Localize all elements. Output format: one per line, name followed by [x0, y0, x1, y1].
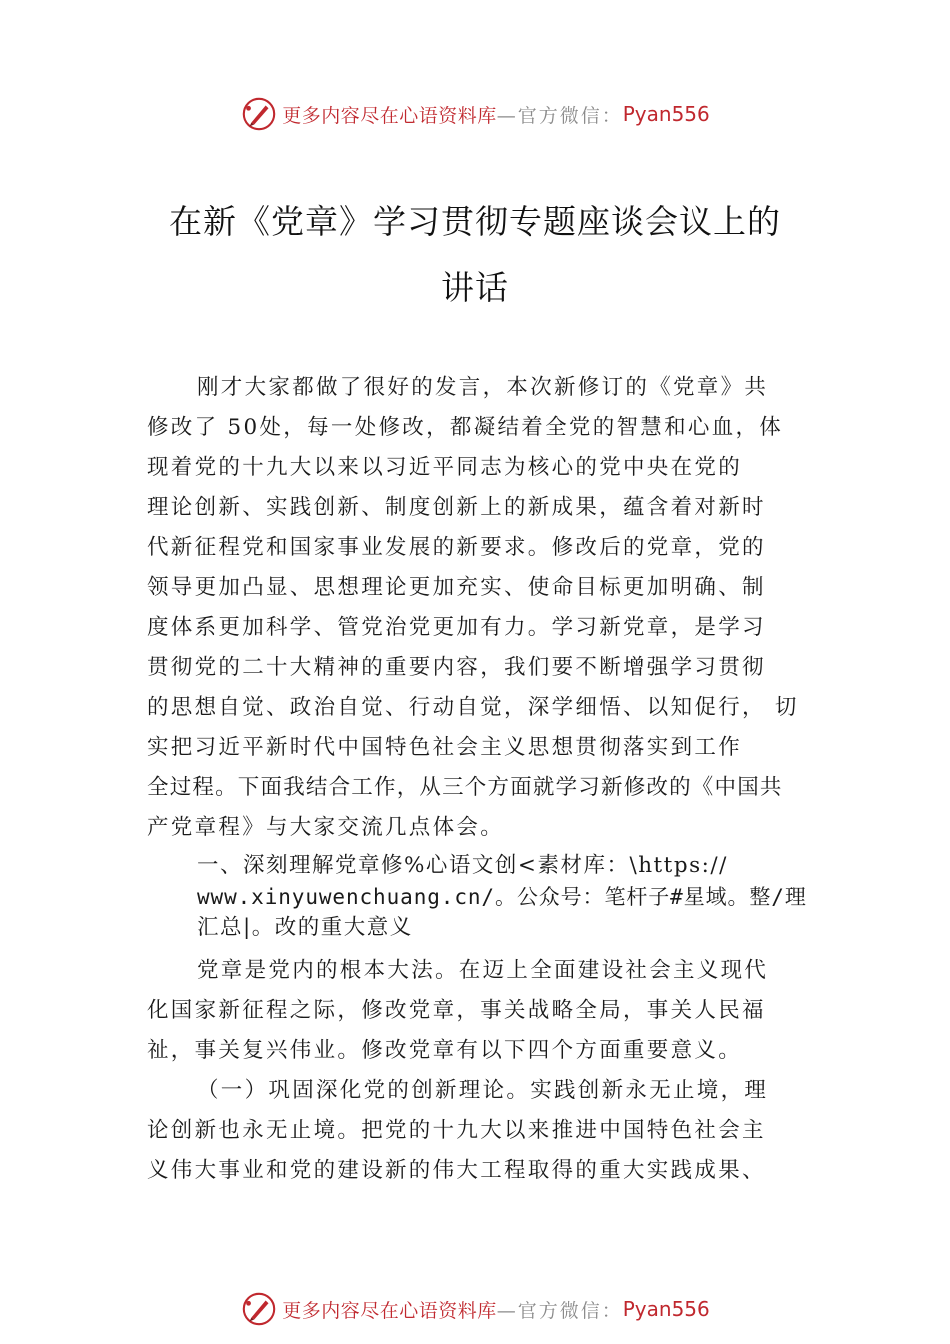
- body-line: 刚才大家都做了很好的发言，本次新修订的《党章》共: [197, 375, 769, 400]
- body-line: 实把习近平新时代中国特色社会主义思想贯彻落实到工作: [147, 735, 743, 760]
- section-heading-line: 汇总|。改的重大意义: [197, 915, 413, 940]
- pen-logo-icon: [240, 95, 278, 133]
- footer-banner: [0, 1289, 950, 1329]
- document-title-line-1: 在新《党章》学习贯彻专题座谈会议上的: [169, 202, 781, 241]
- header-banner: [0, 94, 950, 134]
- body-line: 代新征程党和国家事业发展的新要求。修改后的党章，党的: [147, 535, 766, 560]
- banner-main-text: 更多内容尽在心语资料库: [282, 1299, 497, 1322]
- document-title-line-2: 讲话: [441, 268, 509, 307]
- body-line: 全过程。下面我结合工作，从三个方面就学习新修改的《中国共: [147, 775, 783, 800]
- body-line: 产党章程》与大家交流几点体会。: [147, 815, 505, 840]
- banner-sub-text: —官方微信：: [496, 1299, 623, 1322]
- banner-wechat-id: Pyan556: [622, 102, 710, 126]
- body-line: 的思想自觉、政治自觉、行动自觉，深学细悟、以知促行， 切: [147, 695, 799, 720]
- pen-logo-icon: [240, 1290, 278, 1328]
- body-line: （一）巩固深化党的创新理论。实践创新永无止境，理: [197, 1078, 769, 1103]
- body-line: 现着党的十九大以来以习近平同志为核心的党中央在党的: [147, 455, 743, 480]
- body-line: 祉，事关复兴伟业。修改党章有以下四个方面重要意义。: [147, 1038, 743, 1063]
- body-line: 度体系更加科学、管党治党更加有力。学习新党章，是学习: [147, 615, 766, 640]
- body-line: 理论创新、实践创新、制度创新上的新成果，蕴含着对新时: [147, 495, 766, 520]
- body-line: 党章是党内的根本大法。在迈上全面建设社会主义现代: [197, 958, 769, 983]
- banner-sub-text: —官方微信：: [496, 104, 623, 127]
- body-line: 修改了 50处，每一处修改，都凝结着全党的智慧和心血，体: [147, 415, 784, 440]
- banner-main-text: 更多内容尽在心语资料库: [282, 104, 497, 127]
- body-line: 化国家新征程之际，修改党章，事关战略全局，事关人民福: [147, 998, 766, 1023]
- body-line: 义伟大事业和党的建设新的伟大工程取得的重大实践成果、: [147, 1158, 766, 1183]
- banner-wechat-id: Pyan556: [622, 1297, 710, 1321]
- section-heading-line: 一、深刻理解党章修%心语文创<素材库：\https://: [197, 853, 728, 878]
- body-line: 贯彻党的二十大精神的重要内容，我们要不断增强学习贯彻: [147, 655, 766, 680]
- body-line: 论创新也永无止境。把党的十九大以来推进中国特色社会主: [147, 1118, 766, 1143]
- body-line: 领导更加凸显、思想理论更加充实、使命目标更加明确、制: [147, 575, 766, 600]
- section-heading-line: www.xinyuwenchuang.cn/。公众号：笔杆子#星域。整/理: [197, 885, 807, 909]
